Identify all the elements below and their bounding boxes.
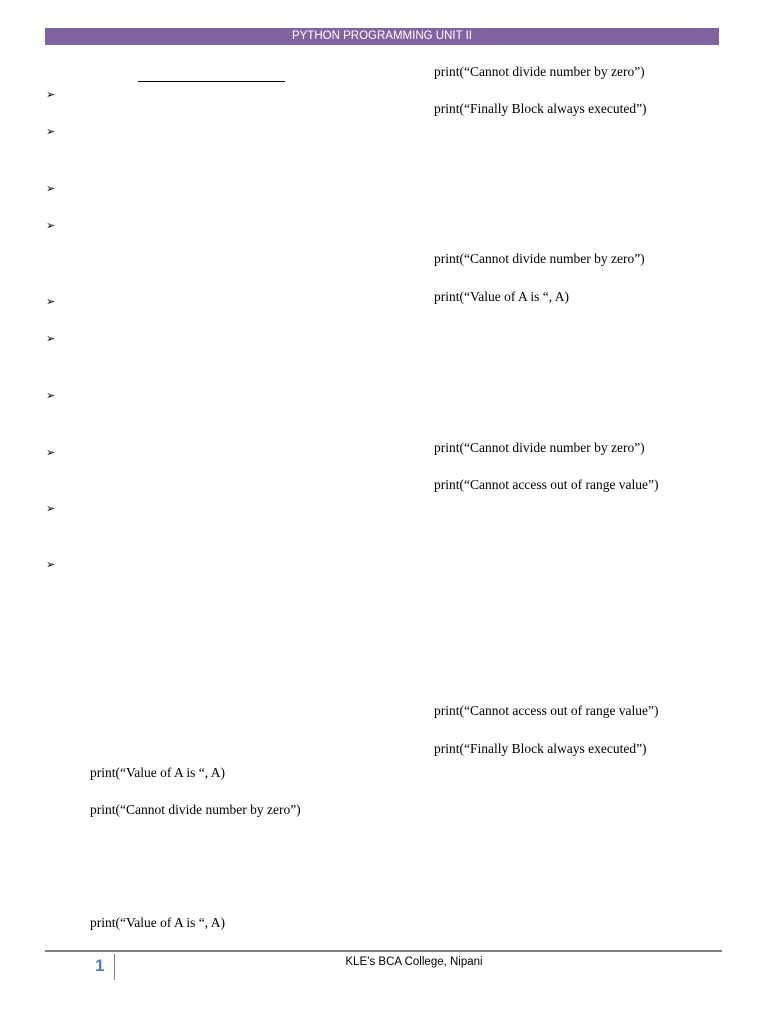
code-line: print(“Value of A is “, A) xyxy=(90,765,225,780)
bullet-icon: ➢ xyxy=(46,503,56,515)
bullet-icon: ➢ xyxy=(46,333,56,345)
footer-rule xyxy=(45,950,722,952)
code-line: print(“Value of A is “, A) xyxy=(90,915,225,930)
page-header: PYTHON PROGRAMMING UNIT II xyxy=(45,28,719,45)
bullet-icon: ➢ xyxy=(46,183,56,195)
footer-college-name: KLE’s BCA College, Nipani xyxy=(345,956,483,968)
code-line: print(“Cannot access out of range value”) xyxy=(434,703,659,718)
bullet-icon: ➢ xyxy=(46,447,56,459)
bullet-icon: ➢ xyxy=(46,390,56,402)
bullet-icon: ➢ xyxy=(46,559,56,571)
code-line: print(“Finally Block always executed”) xyxy=(434,101,647,116)
code-line: print(“Value of A is “, A) xyxy=(434,289,569,304)
code-line: print(“Cannot divide number by zero”) xyxy=(434,440,645,455)
code-line: print(“Cannot divide number by zero”) xyxy=(434,64,645,79)
bullet-icon: ➢ xyxy=(46,126,56,138)
code-line: print(“Cannot divide number by zero”) xyxy=(434,251,645,266)
bullet-icon: ➢ xyxy=(46,89,56,101)
bullet-icon: ➢ xyxy=(46,296,56,308)
code-line: print(“Cannot access out of range value”) xyxy=(434,477,659,492)
code-line: print(“Cannot divide number by zero”) xyxy=(90,802,301,817)
code-line: print(“Finally Block always executed”) xyxy=(434,741,647,756)
bullet-icon: ➢ xyxy=(46,220,56,232)
page-number: 1 xyxy=(95,956,105,975)
heading-underline xyxy=(138,81,285,82)
